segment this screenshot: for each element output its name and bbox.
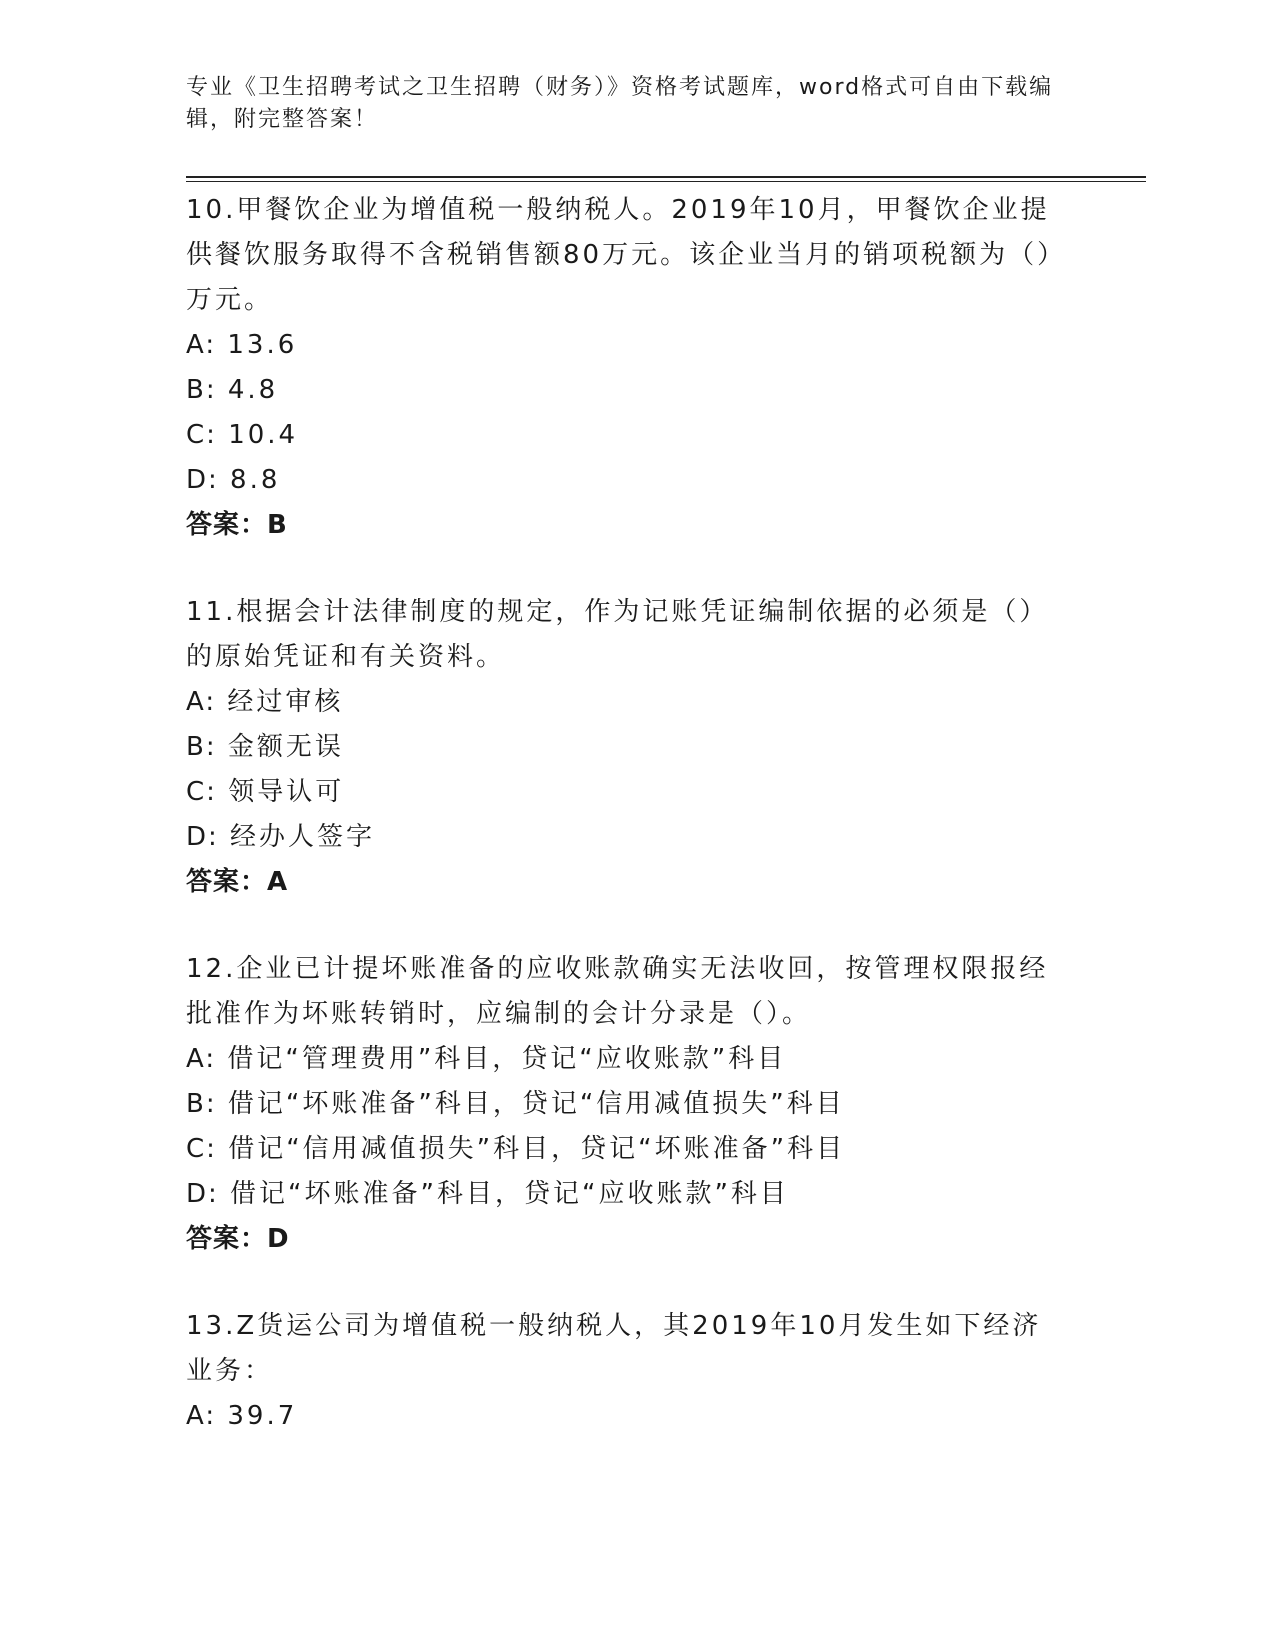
question-12 — [186, 947, 1066, 1262]
option-label: B: — [186, 1089, 217, 1119]
option-c — [186, 770, 1066, 815]
question-stem: 13.Z货运公司为增值税一般纳税人，其2019年10月发生如下经济业务： — [186, 1311, 1042, 1386]
question-10 — [186, 188, 1066, 548]
option-text: 借记“信用减值损失”科目，贷记“坏账准备”科目 — [228, 1134, 846, 1164]
question-list — [186, 188, 1066, 1481]
option-label: A: — [186, 1401, 217, 1431]
header-divider-thick — [186, 176, 1146, 178]
question-13 — [186, 1304, 1066, 1439]
option-label: C: — [186, 777, 217, 807]
option-label: A: — [186, 1044, 217, 1074]
option-text: 经过审核 — [227, 687, 344, 717]
question-stem: 10.甲餐饮企业为增值税一般纳税人。2019年10月，甲餐饮企业提供餐饮服务取得不含税销售额80万元。该企业当月的销项税额为（）万元。 — [186, 195, 1054, 315]
option-label: D: — [186, 822, 219, 852]
option-label: D: — [186, 465, 219, 495]
option-b — [186, 725, 1066, 770]
option-text: 借记“坏账准备”科目，贷记“信用减值损失”科目 — [227, 1089, 845, 1119]
option-label: C: — [186, 1134, 217, 1164]
option-b — [186, 1082, 1066, 1127]
option-label: C: — [186, 420, 217, 450]
option-label: B: — [186, 375, 217, 405]
option-text: 领导认可 — [228, 777, 345, 807]
header-divider-thin — [186, 181, 1146, 182]
option-a — [186, 1037, 1066, 1082]
option-c — [186, 413, 1066, 458]
option-label: A: — [186, 330, 217, 360]
answer-line: 答案：B — [186, 510, 288, 540]
question-stem: 11.根据会计法律制度的规定，作为记账凭证编制依据的必须是（）的原始凭证和有关资料。 — [186, 597, 1049, 672]
option-a — [186, 680, 1066, 725]
option-label: A: — [186, 687, 217, 717]
option-text: 39.7 — [227, 1401, 298, 1431]
answer-line: 答案：D — [186, 1224, 290, 1254]
answer-line: 答案：A — [186, 867, 289, 897]
option-text: 借记“管理费用”科目，贷记“应收账款”科目 — [227, 1044, 787, 1074]
option-d — [186, 1172, 1066, 1217]
option-text: 借记“坏账准备”科目，贷记“应收账款”科目 — [230, 1179, 789, 1209]
question-11 — [186, 590, 1066, 905]
question-stem: 12.企业已计提坏账准备的应收账款确实无法收回，按管理权限报经批准作为坏账转销时，应编制的会计分录是（）。 — [186, 954, 1049, 1029]
option-label: D: — [186, 1179, 219, 1209]
option-text: 8.8 — [230, 465, 281, 495]
option-text: 经办人签字 — [230, 822, 376, 852]
option-a — [186, 1394, 1066, 1439]
option-d — [186, 458, 1066, 503]
document-header: 专业《卫生招聘考试之卫生招聘（财务）》资格考试题库，word格式可自由下载编辑，附完整答案！ — [186, 75, 1054, 132]
option-label: B: — [186, 732, 217, 762]
option-d — [186, 815, 1066, 860]
option-text: 金额无误 — [227, 732, 344, 762]
option-text: 13.6 — [227, 330, 298, 360]
option-c — [186, 1127, 1066, 1172]
option-text: 4.8 — [227, 375, 279, 405]
option-a — [186, 323, 1066, 368]
option-b — [186, 368, 1066, 413]
option-text: 10.4 — [228, 420, 299, 450]
